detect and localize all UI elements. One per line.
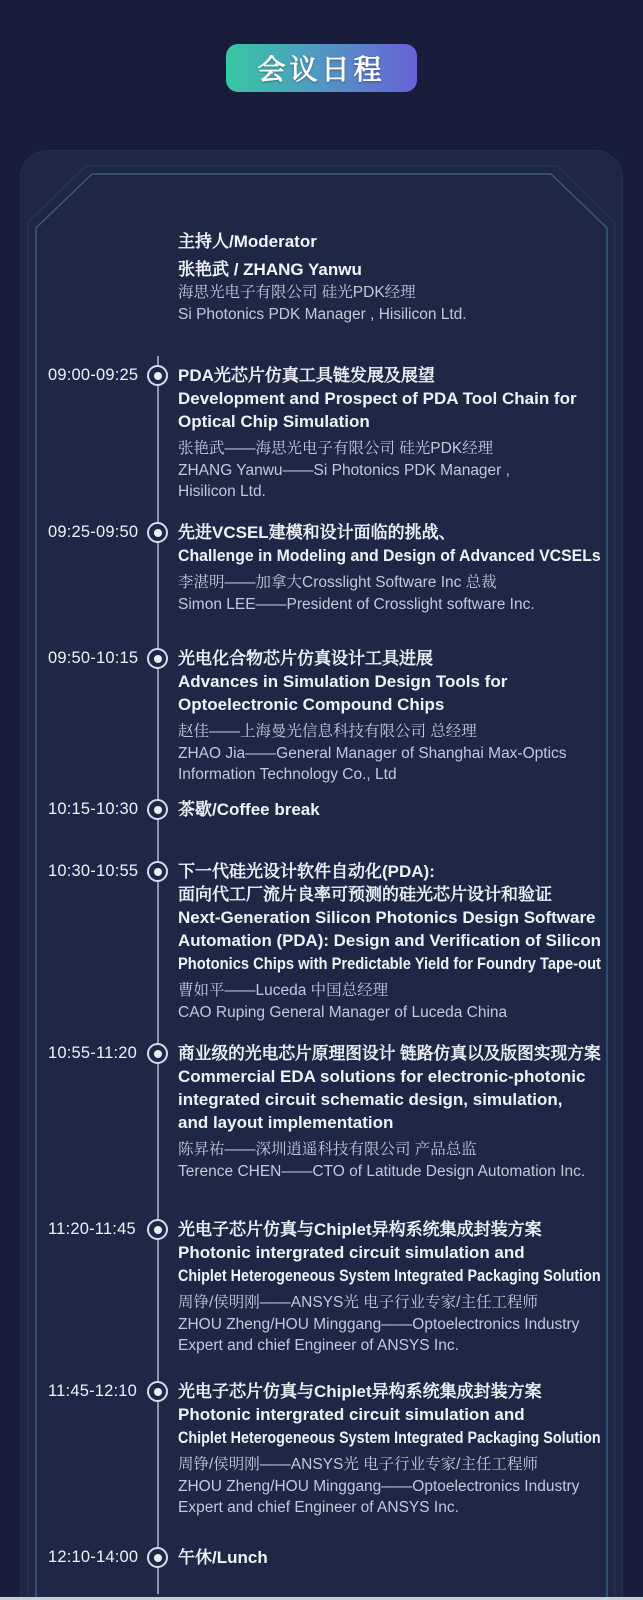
moderator-role-cn: 海思光电子有限公司 硅光PDK经理 (178, 284, 416, 301)
session-speaker-line: 张艳武——海思光电子有限公司 硅光PDK经理 (178, 440, 494, 457)
session-title-line: 商业级的光电芯片原理图设计 链路仿真以及版图实现方案 (178, 1044, 601, 1063)
timeline-dot-icon (147, 1219, 168, 1240)
session-speaker-line: Hisilicon Ltd. (178, 483, 266, 500)
session-title-line: Automation (PDA): Design and Verification of Silicon (178, 931, 601, 950)
timeline-dot-icon (147, 522, 168, 543)
session-speaker-line: 曹如平——Luceda 中国总经理 (178, 982, 389, 999)
session-row (0, 521, 643, 615)
session-speaker-line: 周铮/侯明刚——ANSYS光 电子行业专家/主任工程师 (178, 1456, 538, 1473)
timeline-dot-icon (147, 799, 168, 820)
session-title-line: 光电子芯片仿真与Chiplet异构系统集成封装方案 (178, 1220, 542, 1239)
session-time: 10:55-11:20 (48, 1044, 138, 1062)
session-time: 10:30-10:55 (48, 862, 139, 880)
session-title-line: Optoelectronic Compound Chips (178, 695, 445, 714)
session-row (0, 1218, 643, 1357)
agenda-badge (226, 44, 417, 92)
session-speaker-line: ZHANG Yanwu——Si Photonics PDK Manager , (178, 461, 510, 479)
session-lines (178, 1380, 601, 1519)
session-row (0, 1042, 643, 1182)
session-time: 10:15-10:30 (48, 800, 139, 818)
session-speaker-line: Expert and chief Engineer of ANSYS Inc. (178, 1337, 459, 1354)
session-title-line: Development and Prospect of PDA Tool Chain for (178, 389, 577, 408)
session-row (0, 364, 643, 503)
session-speaker-line: ZHOU Zheng/HOU Minggang——Optoelectronics Industry (178, 1315, 580, 1333)
session-lines (178, 1218, 601, 1357)
timeline-dot-icon (147, 1547, 168, 1568)
session-title-line: 面向代工厂流片良率可预测的硅光芯片设计和验证 (178, 885, 552, 904)
session-title-line: Advances in Simulation Design Tools for (178, 672, 508, 691)
session-title-line: Next-Generation Silicon Photonics Design Software (178, 908, 596, 927)
timeline-dot-icon (147, 1381, 168, 1402)
session-speaker-line: 赵佳——上海曼光信息科技有限公司 总经理 (178, 723, 477, 740)
session-row (0, 647, 643, 786)
session-title-line: Photonic intergrated circuit simulation and (178, 1243, 525, 1262)
session-lines (178, 1042, 601, 1182)
session-time: 12:10-14:00 (48, 1548, 139, 1566)
session-title-line: 下一代硅光设计软件自动化(PDA): (178, 862, 435, 881)
session-title-line: Photonics Chips with Predictable Yield for Foundry Tape-out (178, 954, 601, 973)
session-time: 09:25-09:50 (48, 523, 139, 541)
session-title-line: integrated circuit schematic design, simulation, (178, 1090, 563, 1109)
session-title-line: 先进VCSEL建模和设计面临的挑战、 (178, 523, 456, 542)
session-speaker-line: Terence CHEN——CTO of Latitude Design Automation Inc. (178, 1162, 586, 1180)
moderator-name: 张艳武 / ZHANG Yanwu (178, 260, 362, 279)
session-lines (178, 364, 601, 503)
session-speaker-line: Expert and chief Engineer of ANSYS Inc. (178, 1499, 459, 1516)
session-title-line: 光电化合物芯片仿真设计工具进展 (178, 649, 433, 668)
moderator-heading: 主持人/Moderator (178, 232, 317, 251)
session-title-line: Challenge in Modeling and Design of Advanced VCSELs (178, 546, 601, 565)
timeline-dot-icon (147, 861, 168, 882)
session-speaker-line: 陈昇祐——深圳逍遥科技有限公司 产品总监 (178, 1141, 477, 1158)
session-speaker-line: ZHAO Jia——General Manager of Shanghai Max-Optics (178, 744, 567, 762)
session-title-line: Photonic intergrated circuit simulation and (178, 1405, 525, 1424)
session-time: 09:50-10:15 (48, 649, 139, 667)
timeline-dot-icon (147, 365, 168, 386)
session-title-line: 光电子芯片仿真与Chiplet异构系统集成封装方案 (178, 1382, 542, 1401)
session-row (0, 798, 643, 821)
session-lines (178, 521, 601, 615)
session-row (0, 1380, 643, 1519)
session-title-line: Optical Chip Simulation (178, 412, 370, 431)
session-lines (178, 1546, 601, 1569)
session-lines (178, 860, 601, 1023)
session-title-line: 茶歇/Coffee break (178, 800, 320, 819)
moderator-block (178, 230, 608, 326)
session-time: 11:45-12:10 (48, 1382, 138, 1400)
session-title-line: Commercial EDA solutions for electronic-photonic (178, 1067, 586, 1086)
session-row (0, 1546, 643, 1569)
session-speaker-line: 周铮/侯明刚——ANSYS光 电子行业专家/主任工程师 (178, 1294, 538, 1311)
session-lines (178, 647, 601, 786)
session-speaker-line: Information Technology Co., Ltd (178, 766, 397, 783)
session-speaker-line: ZHOU Zheng/HOU Minggang——Optoelectronics Industry (178, 1477, 580, 1495)
agenda-badge-label: 会议日程 (257, 54, 386, 85)
session-time: 11:20-11:45 (48, 1220, 136, 1238)
session-speaker-line: CAO Ruping General Manager of Luceda China (178, 1003, 508, 1021)
session-time: 09:00-09:25 (48, 366, 139, 384)
session-speaker-line: 李湛明——加拿大Crosslight Software Inc 总裁 (178, 574, 497, 591)
session-title-line: PDA光芯片仿真工具链发展及展望 (178, 366, 435, 385)
session-title-line: 午休/Lunch (178, 1548, 268, 1567)
moderator-role-en: Si Photonics PDK Manager , Hisilicon Ltd. (178, 306, 467, 323)
timeline-dot-icon (147, 1043, 168, 1064)
timeline-dot-icon (147, 648, 168, 669)
session-row (0, 860, 643, 1023)
session-lines (178, 798, 601, 821)
session-title-line: Chiplet Heterogeneous System Integrated Packaging Solution (178, 1266, 601, 1285)
session-speaker-line: Simon LEE——President of Crosslight software Inc. (178, 595, 535, 613)
session-title-line: Chiplet Heterogeneous System Integrated Packaging Solution (178, 1428, 601, 1447)
session-title-line: and layout implementation (178, 1113, 394, 1132)
